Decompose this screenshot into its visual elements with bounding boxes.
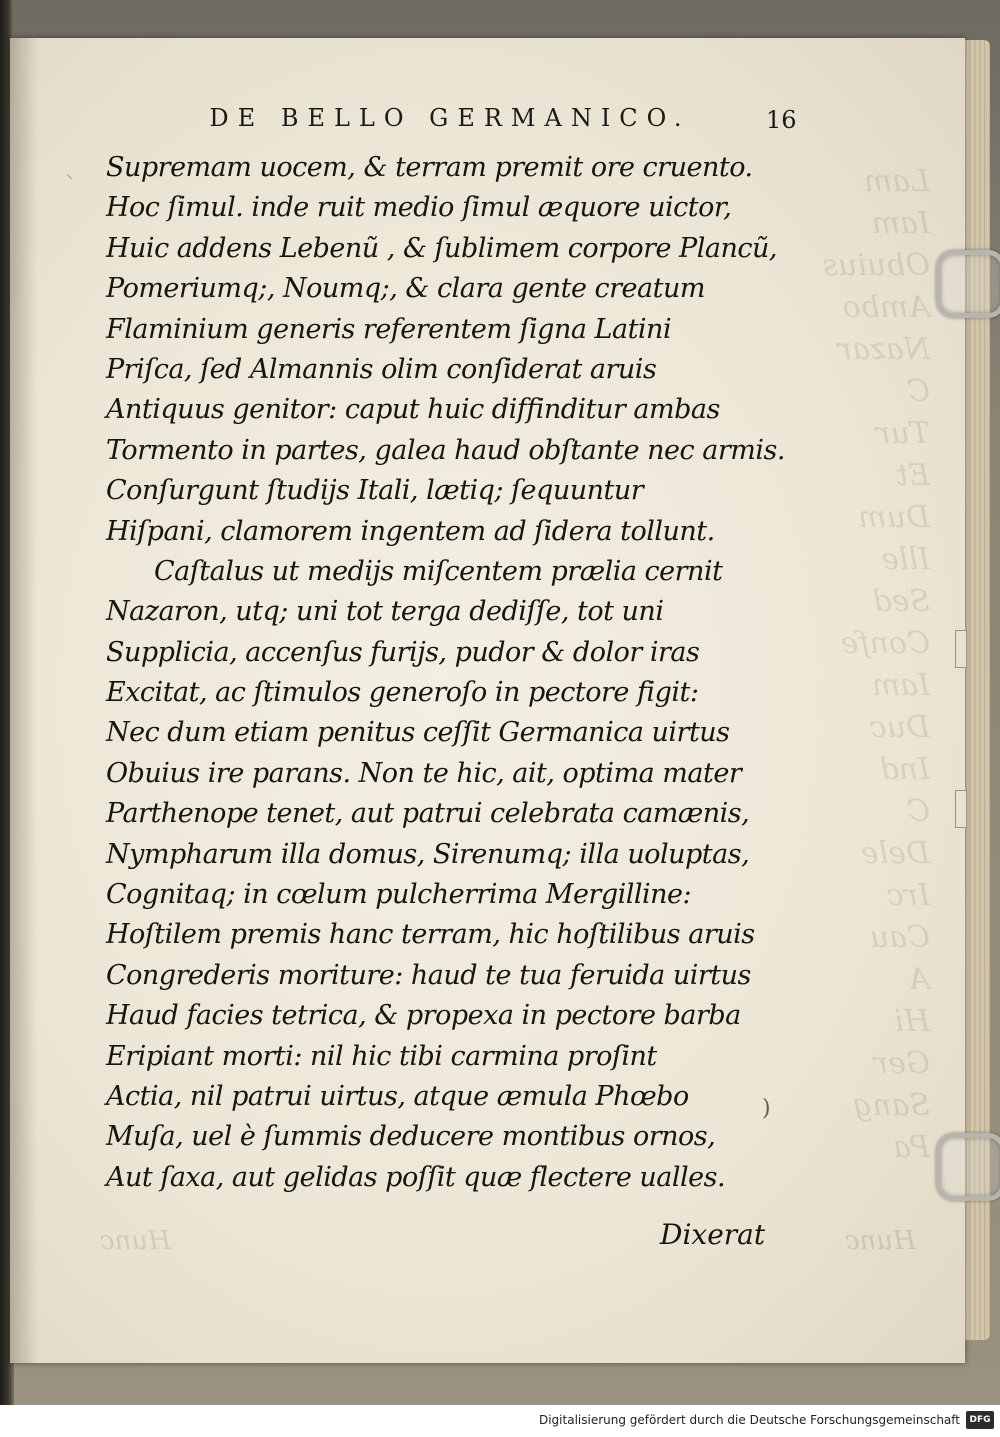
verse-line: Tormento in partes, galea haud obſtante nec armis. (106, 434, 785, 466)
verse-line: Nazaron, utq; uni tot terga dediſſe, tot uni (106, 596, 664, 628)
verse-line: Actia, nil patrui uirtus, atque æmula Phœbo (106, 1080, 689, 1112)
verse-line: Excitat, ac ſtimulos generoſo in pectore figit: (106, 677, 699, 709)
show-through-line: Dele (860, 836, 930, 871)
verse-line: Antiquus genitor: caput huic diffinditur ambas (106, 394, 720, 426)
show-through-line: Sang (853, 1088, 930, 1123)
show-through-line: Dum (858, 500, 930, 535)
verse-line: Conſurgunt ſtudijs Itali, lætiq; ſequuntur (106, 475, 644, 507)
page-tab (955, 790, 967, 828)
verse-line: Hoſtilem premis hanc terram, hic hoſtilibus aruis (106, 919, 755, 951)
show-through-line: Hi (894, 1004, 930, 1039)
show-through-line: Et (896, 458, 930, 493)
show-through-line: Cau (869, 920, 930, 955)
verse-line: Nec dum etiam penitus ceſſit Germanica uirtus (106, 717, 730, 749)
verse-line: Haud facies tetrica, & propexa in pectore barba (106, 1000, 741, 1032)
verse-line: Priſca, ſed Almannis olim conſiderat aruis (106, 353, 657, 385)
show-through-line: C (907, 374, 930, 409)
show-through-line: Confe (840, 626, 930, 661)
show-through-line: Ille (881, 542, 930, 577)
verse-line: Flaminium generis referentem ſigna Latini (106, 313, 672, 345)
verse-line: Obuius ire parans. Non te hic, ait, optima mater (106, 757, 742, 789)
show-through-line: C (907, 794, 930, 829)
show-through-line: A (908, 962, 930, 997)
dfg-logo-icon: DFG (966, 1411, 994, 1429)
show-through-line: Tur (876, 416, 930, 451)
verse-line: Aut ſaxa, aut gelidas poſſit quæ flectere ualles. (106, 1161, 726, 1193)
show-through-line: Nazar (837, 332, 930, 367)
show-through-line: Irc (887, 878, 930, 913)
show-through-line: Obuius (822, 248, 930, 283)
show-through-line: Sed (872, 584, 930, 619)
digitization-footer (0, 1405, 1000, 1437)
catchword: Dixerat (660, 1218, 766, 1251)
verse-block (106, 148, 806, 1198)
show-through-line: Ambo (842, 290, 930, 325)
verse-line: Supplicia, accenſus furijs, pudor & dolor iras (106, 636, 700, 668)
footer-credit: Digitalisierung gefördert durch die Deutsche Forschungsgemeinschaft (538, 1413, 960, 1427)
verse-line: Eripiant morti: nil hic tibi carmina proſint (106, 1040, 657, 1072)
verse-line: Congrederis moriture: haud te tua feruida uirtus (106, 959, 751, 991)
margin-mark: ⸌ (66, 172, 73, 188)
verse-line: Parthenope tenet, aut patrui celebrata camænis, (106, 798, 750, 830)
show-through-line: Iam (871, 668, 930, 703)
verse-line: Caſtalus ut medijs miſcentem prælia cernit (154, 555, 723, 587)
verse-line: Cognitaq; in cœlum pulcherrima Mergilline: (106, 879, 692, 911)
show-through-line: Lam (863, 164, 930, 199)
verse-line: Muſa, uel è ſummis deducere montibus ornos, (106, 1121, 716, 1153)
margin-bracket: ) (762, 1096, 771, 1121)
verse-line: Hiſpani, clamorem ingentem ad ſidera tollunt. (106, 515, 715, 547)
show-through-line: Ger (873, 1046, 930, 1081)
show-through-line: Duc (869, 710, 930, 745)
show-through-catchword: Hunc (100, 1226, 171, 1256)
show-through-line: Ind (879, 752, 930, 787)
show-through-catchword-verso: Hunc (845, 1226, 916, 1256)
page-tab (955, 630, 967, 668)
verse-line: Hoc ſimul. inde ruit medio ſimul æquore uictor, (106, 192, 732, 224)
folio-number: 16 (766, 106, 797, 134)
running-head: DE BELLO GERMANICO. (209, 104, 691, 132)
verse-line: Supremam uocem, & terram premit ore cruento. (106, 152, 753, 183)
page-clip-bottom (936, 1133, 1000, 1201)
verse-line: Huic addens Lebenũ , & ſublimem corpore Plancũ, (106, 232, 777, 264)
show-through-line: Pa (893, 1130, 930, 1165)
verse-line: Pomeriumq;, Noumq;, & clara gente creatum (106, 273, 705, 305)
page-clip-top (936, 250, 1000, 318)
verse-line: Nympharum illa domus, Sirenumq; illa uoluptas, (106, 838, 750, 870)
show-through-line: Iam (871, 206, 930, 241)
